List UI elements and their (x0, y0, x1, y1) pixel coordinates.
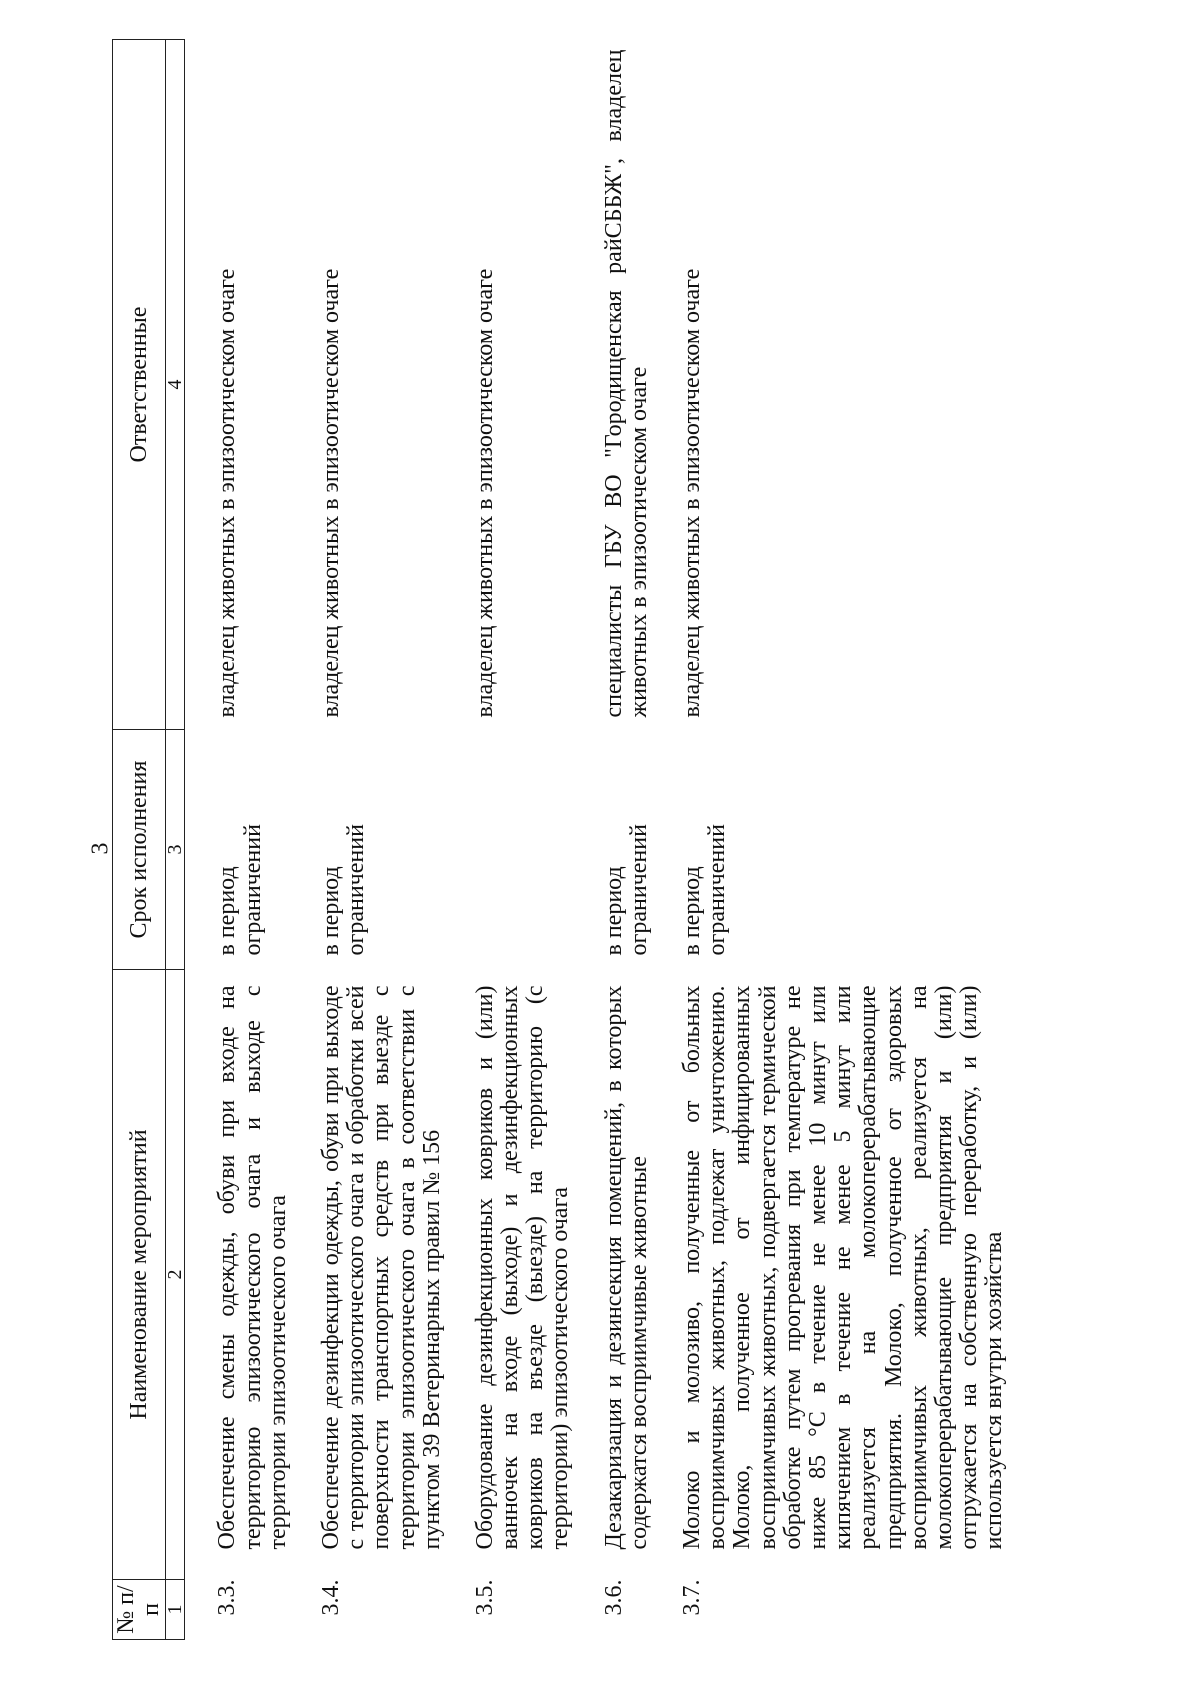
column-index-1: 1 (166, 1580, 185, 1640)
measure-name: Обеспечение дезинфекции одежды, обуви при выходе с территории эпизоотического очага и обработки всей поверхности транспортных средств при выезде с территории эпизоотического очага в соответствии с пунктом 39 Ветеринарных правил № 156 (317, 985, 445, 1550)
table-row (473, 40, 602, 1640)
measure-responsible: владелец животных в эпизоотическом очаге (317, 268, 344, 718)
header-term: Срок исполнения (113, 730, 166, 970)
rotated-sheet (112, 40, 1112, 1640)
table-row (215, 40, 319, 1640)
table-column-index-row (166, 40, 185, 1640)
measure-term: в период ограничений (317, 824, 370, 956)
measure-name: Дезакаризация и дезинсекция помещений, в которых содержатся восприимчивые животные (600, 985, 652, 1550)
row-number: 3.7. (679, 1579, 705, 1616)
header-responsible: Ответственные (113, 40, 166, 730)
column-index-2: 2 (166, 970, 185, 1580)
header-number: № п/п (113, 1580, 166, 1640)
row-number: 3.3. (214, 1579, 241, 1616)
table-row (319, 40, 473, 1640)
measure-name: Обеспечение смены одежды, обуви при входе на территорию эпизоотического очага и выходе с территории эпизоотического очага (214, 985, 291, 1550)
measure-name: Молоко и молозиво, полученные от больных восприимчивых животных, подлежат уничтожению. Молоко, полученное от инфицированных восприимчивых животных, подвергается термической обработке путем прогревания при температуре не ниже 85 °С в течение не менее 10 минут или кипячением в течение не менее 5 минут или реализуется на молокоперерабатывающие предприятия. Молоко, полученное от здоровых восприимчивых животных, реализуется на молокоперерабатывающие предприятия и (или) отгружается на собственную переработку, и (или) используется внутри хозяйства (679, 985, 1008, 1550)
measure-term: в период ограничений (214, 824, 266, 956)
measure-term: в период ограничений (600, 824, 652, 956)
measure-term (473, 730, 602, 970)
page-number: 3 (87, 842, 114, 855)
measure-responsible: владелец животных в эпизоотическом очаге (214, 268, 241, 718)
table-row (680, 40, 1035, 1640)
header-name: Наименование мероприятий (113, 970, 166, 1580)
row-number: 3.6. (600, 1579, 627, 1616)
row-number: 3.4. (317, 1579, 344, 1616)
measure-name: Оборудование дезинфекционных ковриков и (или) ванночек на входе (выходе) и дезинфекционных ковриков на въезде (выезде) на территорию (с территории) эпизоотического очага (471, 985, 574, 1550)
row-number: 3.5. (471, 1579, 498, 1616)
column-index-4: 4 (166, 40, 185, 730)
measure-responsible: владелец животных в эпизоотическом очаге (471, 268, 498, 718)
measures-table (112, 39, 1035, 1640)
table-row (602, 40, 680, 1640)
column-index-3: 3 (166, 730, 185, 970)
measure-responsible: специалисты ГБУ ВО "Городищенская райСББЖ", владелец животных в эпизоотическом очаге (600, 49, 652, 718)
table-header-row (113, 40, 166, 1640)
measure-term: в период ограничений (679, 824, 731, 956)
measure-responsible: владелец животных в эпизоотическом очаге (679, 268, 705, 718)
